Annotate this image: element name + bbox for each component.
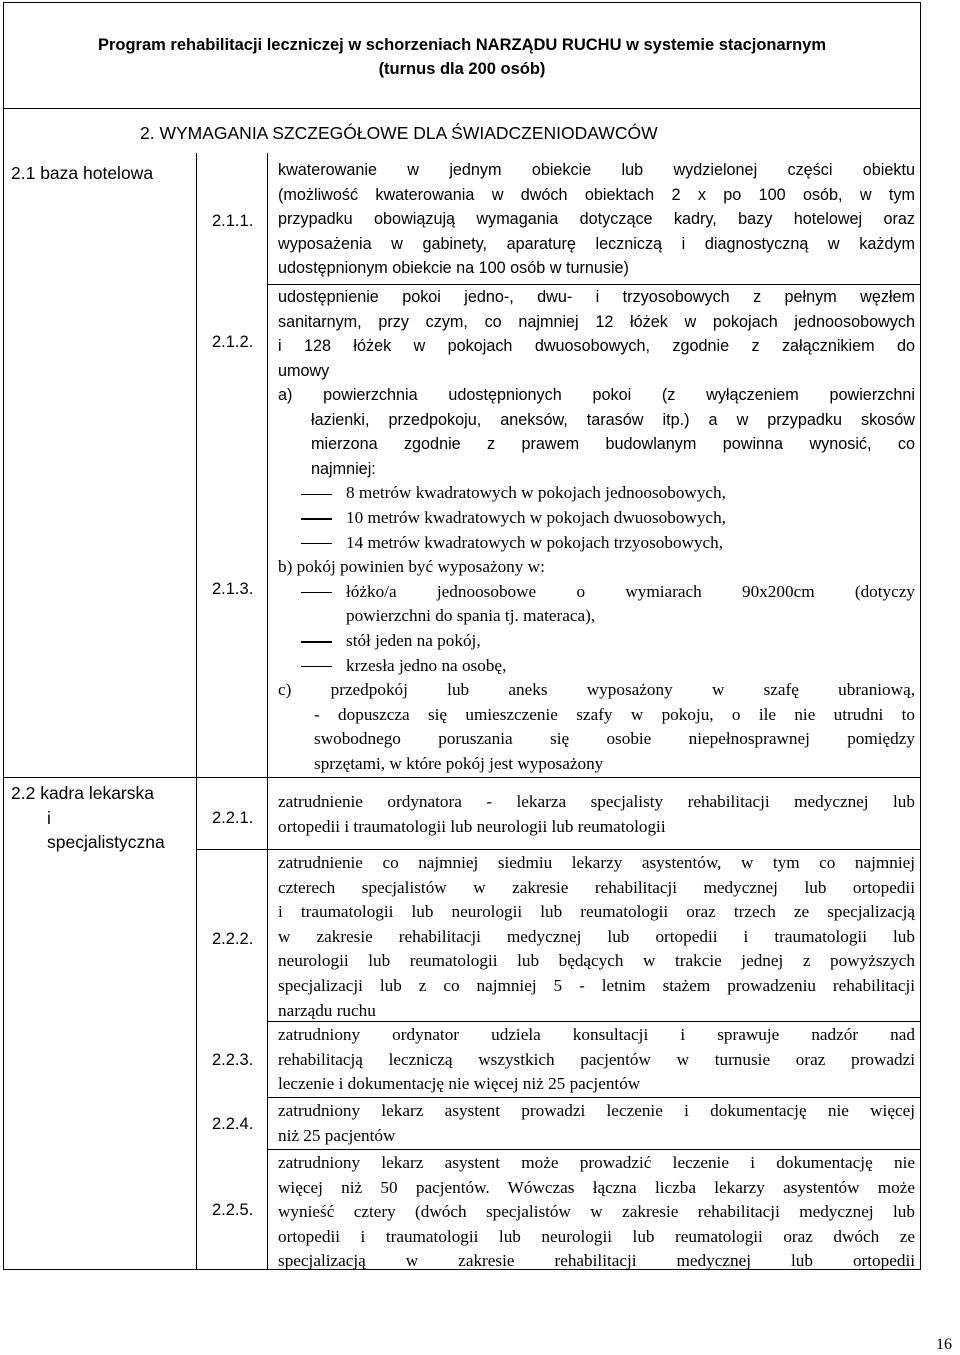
req-212-line: i 128 łóżek w pokojach dwuosobowych, zgodnie z załącznikiem do [278, 337, 915, 356]
req-225-line: więcej niż 50 pacjentów. Wówczas łączna liczba lekarzy asystentów może [278, 1177, 915, 1197]
document-header [4, 3, 920, 109]
section-title: 2. WYMAGANIA SZCZEGÓŁOWE DLA ŚWIADCZENIODAWCÓW [140, 123, 658, 143]
req-213-b-item: krzesła jedno na osobę, [278, 654, 915, 679]
req-213-c-line: sprzętami, w które pokój jest wyposażony [314, 753, 604, 773]
req-213-a-line: łazienki, przedpokoju, aneksów, tarasów itp.) a w przypadku skosów [311, 410, 915, 429]
req-213-c-line: - dopuszcza się umieszczenie szafy w pokoju, o ile nie utrudni to [314, 704, 915, 724]
req-221-line: zatrudnienie ordynatora - lekarza specjalisty rehabilitacji medycznej lub [278, 792, 915, 811]
req-213-c-line: c) przedpokój lub aneks wyposażony w szafę ubraniową, [278, 680, 915, 700]
req-223-line: leczenie i dokumentację nie więcej niż 25 pacjentów [278, 1074, 641, 1094]
page-number: 16 [936, 1336, 952, 1353]
dash-bullet [301, 592, 332, 593]
req-223-line: rehabilitacją leczniczą wszystkich pacjentów w turnusie oraz prowadzi [278, 1049, 915, 1069]
req-211-line: przypadku obowiązują wymagania dotyczące kadry, bazy hotelowej oraz [278, 210, 915, 229]
req-213-b-item-cont: powierzchni do spania tj. materaca), [346, 606, 596, 626]
section-heading [4, 109, 920, 153]
row-divider-category-2 [196, 849, 267, 850]
req-213-a-item: 8 metrów kwadratowych w pokojach jednoosobowych, [278, 481, 915, 506]
req-224 [278, 1099, 915, 1148]
req-222-line: w zakresie rehabilitacji medycznej lub ortopedii i traumatologii lub [278, 926, 915, 946]
req-221 [278, 790, 915, 839]
req-222-line: narządu ruchu [278, 1000, 376, 1020]
req-211-line: kwaterowanie w jednym obiekcie lub wydzielonej części obiektu [278, 161, 915, 179]
document-title-line1: Program rehabilitacji leczniczej w schorzeniach NARZĄDU RUCHU w systemie stacjonarnym [97, 36, 827, 54]
req-211-line: (możliwość kwaterowania w dwóch obiektach 2 x po 100 osób, w tym [278, 185, 915, 204]
req-212-line: umowy [278, 361, 330, 380]
req-222-line: i traumatologii lub neurologii lub reumatologii oraz trzech ze specjalizacją [278, 902, 915, 922]
req-225-line: zatrudniony lekarz asystent może prowadzić leczenie i dokumentację nie [278, 1153, 915, 1172]
item-number-223: 2.2.3. [212, 1051, 254, 1069]
column-divider-1 [196, 153, 197, 1269]
req-213-c-line: swobodnego poruszania się osobie niepełnosprawnej pomiędzy [314, 729, 915, 749]
req-212 [278, 285, 915, 383]
category-baza-hotelowa: 2.1 baza hotelowa [11, 163, 154, 183]
item-number-213: 2.1.3. [212, 580, 254, 598]
req-225-line: specjalizacją w zakresie rehabilitacji medycznej lub ortopedii [278, 1251, 915, 1271]
req-211-line: udostępnionym obiekcie na 100 osób w turnusie) [278, 259, 629, 278]
document-title-line2: (turnus dla 200 osób) [378, 60, 546, 78]
category-kadra-line1: 2.2 kadra lekarska [11, 783, 154, 803]
item-number-212: 2.1.2. [212, 333, 254, 351]
req-222-line: specjalizacji lub z co najmniej 5 - letnim stażem prowadzeniu rehabilitacji [278, 975, 915, 995]
dash-bullet [301, 641, 332, 642]
req-225-line: wynieść cztery (dwóch specjalistów w zakresie rehabilitacji medycznej lub [278, 1202, 915, 1222]
column-divider-2 [267, 153, 268, 1269]
req-222-line: neurologii lub reumatologii lub będących w trakcie jednej z powyższych [278, 951, 915, 971]
dash-bullet [301, 518, 332, 519]
req-224-line: zatrudniony lekarz asystent prowadzi leczenie i dokumentację nie więcej [278, 1101, 915, 1120]
item-number-222: 2.2.2. [212, 930, 254, 948]
req-211-line: wyposażenia w gabinety, aparaturę leczniczą i diagnostyczną w każdym [278, 234, 915, 253]
req-225-line: ortopedii i traumatologii lub neurologii lub reumatologii oraz dwóch ze [278, 1226, 915, 1246]
dash-bullet [301, 666, 332, 667]
req-212-line: sanitarnym, przy czym, co najmniej 12 łóżek w pokojach jednoosobowych [278, 312, 915, 331]
req-213-a-item: 14 metrów kwadratowych w pokojach trzyosobowych, [278, 531, 915, 556]
row-divider-category [4, 777, 267, 778]
item-number-224: 2.2.4. [212, 1115, 254, 1133]
req-223 [278, 1023, 915, 1097]
req-213 [278, 383, 915, 777]
req-222 [278, 851, 915, 1023]
dash-bullet [301, 494, 332, 495]
req-213-a-item: 10 metrów kwadratowych w pokojach dwuosobowych, [278, 506, 915, 531]
req-222-line: czterech specjalistów w zakresie rehabilitacji medycznej lub ortopedii [278, 877, 915, 897]
requirements-table [3, 2, 921, 1270]
req-221-line: ortopedii i traumatologii lub neurologii lub reumatologii [278, 816, 666, 836]
req-224-line: niż 25 pacjentów [278, 1125, 396, 1145]
req-213-a-line: mierzona zgodnie z prawem budowlanym powinna wynosić, co [311, 435, 915, 454]
req-213-a-line: najmniej: [311, 459, 376, 478]
req-211 [278, 158, 915, 281]
req-213-b-line: b) pokój powinien być wyposażony w: [278, 557, 545, 577]
req-213-a-line: a) powierzchnia udostępnionych pokoi (z wyłączeniem powierzchni [278, 386, 915, 404]
req-213-b-item: stół jeden na pokój, [278, 629, 915, 654]
req-212-line: udostępnienie pokoi jedno-, dwu- i trzyosobowych z pełnym węzłem [278, 288, 915, 306]
req-225 [278, 1151, 915, 1274]
req-222-line: zatrudnienie co najmniej siedmiu lekarzy asystentów, w tym co najmniej [278, 853, 915, 872]
req-223-line: zatrudniony ordynator udziela konsultacji i sprawuje nadzór nad [278, 1025, 915, 1044]
category-kadra-line2: i [47, 808, 51, 828]
req-213-b-item: łóżko/a jednoosobowe o wymiarach 90x200cm (dotyczy [278, 580, 915, 605]
item-number-221: 2.2.1. [212, 809, 254, 827]
category-kadra-line3: specjalistyczna [47, 832, 165, 852]
row-divider [267, 777, 920, 778]
item-number-211: 2.1.1. [212, 212, 254, 230]
item-number-225: 2.2.5. [212, 1201, 254, 1219]
dash-bullet [301, 543, 332, 544]
